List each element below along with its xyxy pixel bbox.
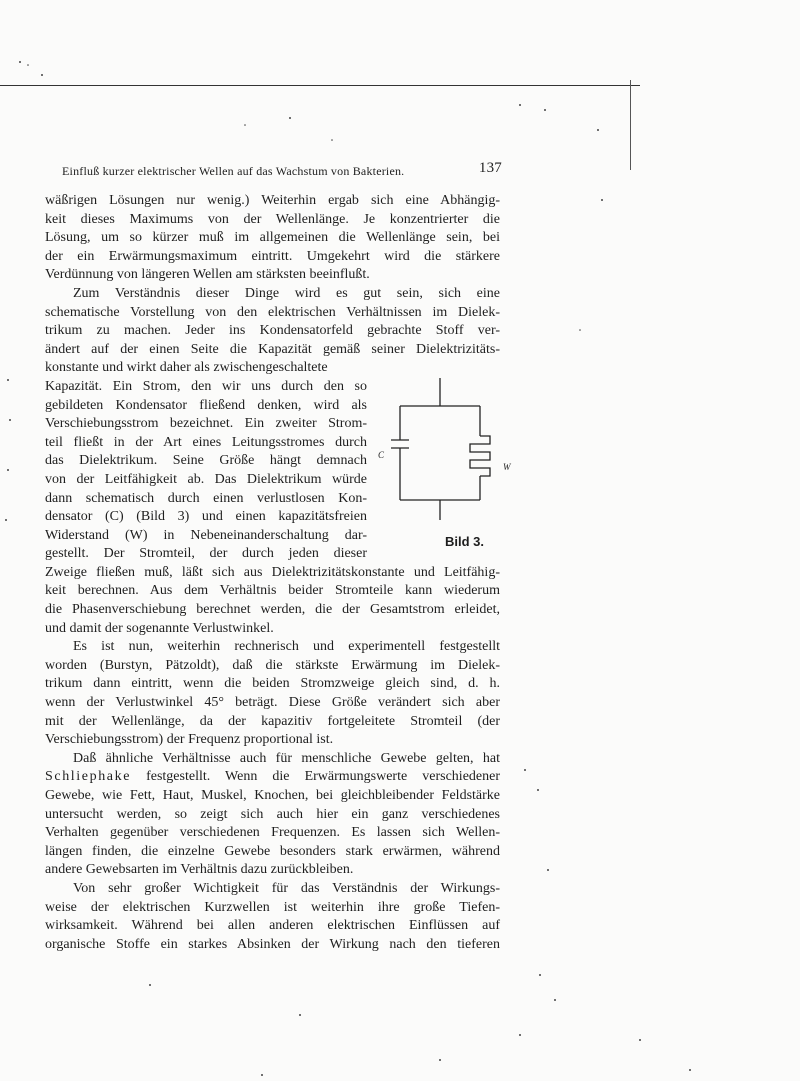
text-line: Gewebe, wie Fett, Haut, Muskel, Knochen, bei gleichbleibender Feldstärke bbox=[45, 788, 500, 803]
text-line: Kapazität. Ein Strom, den wir uns durch den so bbox=[45, 378, 367, 394]
text-line: untersucht werden, so zeigt sich auch hier ein ganz verschiedenes bbox=[45, 806, 500, 822]
text-line: Von sehr großer Wichtigkeit für das Verständnis der Wirkungs- bbox=[73, 880, 500, 896]
text-line: längen finden, die einzelne Gewebe besonders stark erwärmen, während bbox=[45, 843, 500, 859]
text-line: mit der Wellenlänge, da der kapazitiv fortgeleitete Stromteil (der bbox=[45, 713, 500, 729]
text-line: trikum zu machen. Jeder ins Kondensatorfeld gebrachte Stoff ver- bbox=[45, 323, 500, 339]
text-line: Verdünnung von längeren Wellen am stärksten beeinflußt. bbox=[45, 267, 370, 283]
text-line: keit dieses Maximums von der Wellenlänge. Je konzentrierter die bbox=[45, 211, 500, 227]
text-line: Es ist nun, weiterhin rechnerisch und experimentell festgestellt bbox=[73, 639, 500, 655]
text-line: Zum Verständnis dieser Dinge wird es gut sein, sich eine bbox=[73, 285, 500, 301]
text-line: Verschiebungsstrom) der Frequenz proportional ist. bbox=[45, 732, 334, 748]
text-line: Zweige fließen muß, läßt sich aus Dielektrizitätskonstante und Leitfähig- bbox=[45, 564, 500, 580]
text-line: Widerstand (W) in Nebeneinanderschaltung dar- bbox=[45, 527, 367, 543]
text-line: trikum dann eintritt, wenn die beiden Stromzweige gleich sind, d. h. bbox=[45, 676, 500, 692]
scan-frame-edge bbox=[630, 80, 631, 170]
text-line: wirksamkeit. Während bei allen anderen elektrischen Einflüssen auf bbox=[45, 918, 500, 934]
resistor-zigzag bbox=[470, 436, 490, 476]
author-name-spaced: Schliephake bbox=[45, 769, 132, 785]
text-line: und damit der sogenannte Verlustwinkel. bbox=[45, 620, 274, 636]
text-line: wäßrigen Lösungen nur wenig.) Weiterhin ergab sich eine Abhängig- bbox=[45, 193, 500, 208]
text-line: keit berechnen. Aus dem Verhältnis beider Stromteile kann wiederum bbox=[45, 583, 500, 599]
figure-wrap-block bbox=[45, 378, 511, 564]
text-line: die Phasenverschiebung berechnet werden, die der Gesamtstrom erleidet, bbox=[45, 602, 500, 618]
text-line: ändert auf der einen Seite die Kapazität gemäß seiner Dielektrizitäts- bbox=[45, 341, 500, 357]
text-line: teil fließt in der Art eines Leitungsstromes durch bbox=[45, 434, 367, 450]
text-line: wenn der Verlustwinkel 45° beträgt. Diese Größe verändert sich aber bbox=[45, 695, 500, 711]
text-line: Verhalten gegenüber verschiedenen Frequenzen. Es lassen sich Wellen- bbox=[45, 825, 500, 841]
text-line: schematische Vorstellung von den elektrischen Verhältnissen im Dielek- bbox=[45, 304, 500, 320]
text-line: der ein Erwärmungsmaximum eintritt. Umgekehrt wird die stärkere bbox=[45, 248, 500, 264]
capacitor-label: C bbox=[378, 449, 385, 460]
text-line: das Dielektrikum. Seine Größe hängt demnach bbox=[45, 453, 367, 469]
text-line: worden (Burstyn, Pätzoldt), daß die stärkste Erwärmung im Dielek- bbox=[45, 657, 500, 673]
text-line: Verschiebungsstrom bezeichnet. Ein zweiter Strom- bbox=[45, 416, 367, 432]
running-title: Einfluß kurzer elektrischer Wellen auf das Wachstum von Bakterien. bbox=[62, 164, 405, 178]
body-text bbox=[45, 192, 511, 954]
figure-caption: Bild 3. bbox=[445, 533, 485, 549]
text-line bbox=[45, 768, 500, 787]
text-line: weise der elektrischen Kurzwellen ist weiterhin ihre große Tiefen- bbox=[45, 899, 500, 915]
text-line: von der Leitfähigkeit ab. Das Dielektrikum würde bbox=[45, 471, 367, 487]
figure-bild-3 bbox=[378, 378, 520, 549]
text-line: gebildeten Kondensator fließend denken, wird als bbox=[45, 397, 367, 413]
text-fragment: festgestellt. Wenn die Erwärmungswerte verschiedener bbox=[131, 769, 500, 785]
resistor-label: W bbox=[503, 461, 511, 472]
text-line: andere Gewebsarten im Verhältnis dazu zurückbleiben. bbox=[45, 862, 354, 878]
text-line: konstante und wirkt daher als zwischengeschaltete bbox=[45, 360, 328, 376]
text-line: densator (C) (Bild 3) und einen kapazitätsfreien bbox=[45, 509, 367, 525]
scan-frame-line bbox=[0, 85, 640, 86]
text-line: dann schematisch durch einen verlustlosen Kon- bbox=[45, 490, 367, 506]
circuit-diagram bbox=[390, 378, 520, 543]
text-line: Lösung, um so kürzer muß im allgemeinen die Wellenlänge sein, bei bbox=[45, 230, 500, 246]
text-line: gestellt. Der Stromteil, der durch jeden dieser bbox=[45, 546, 367, 562]
text-line: Daß ähnliche Verhältnisse auch für menschliche Gewebe gelten, hat bbox=[73, 750, 500, 766]
page-number: 137 bbox=[478, 160, 502, 176]
text-line: organische Stoffe ein starkes Absinken der Wirkung nach den tieferen bbox=[45, 936, 500, 952]
